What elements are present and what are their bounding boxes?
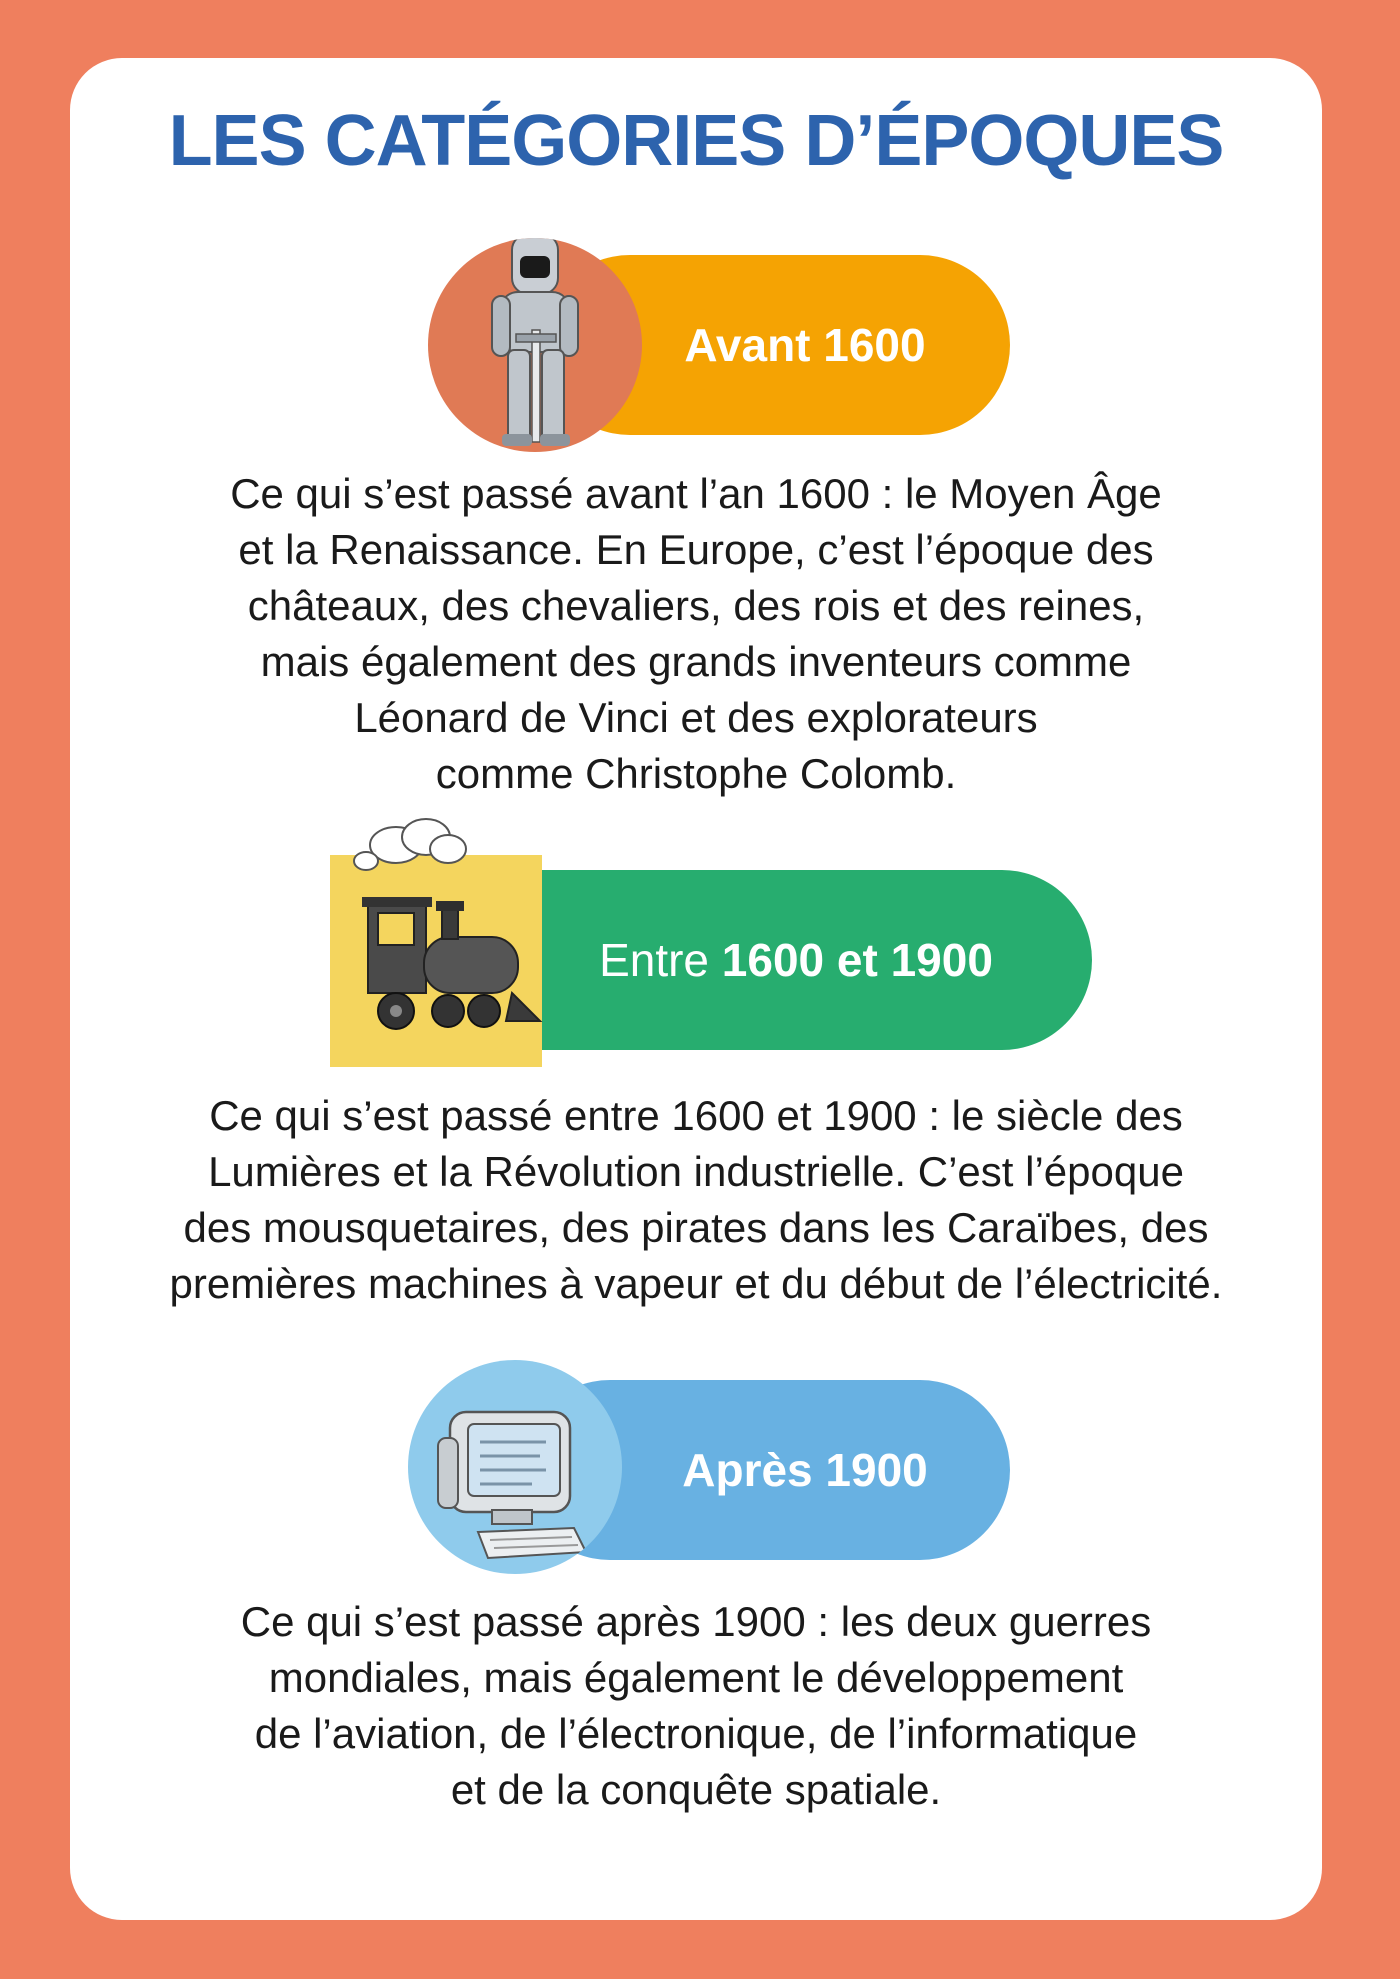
period-description-before-1600: Ce qui s’est passé avant l’an 1600 : le Moyen Âge et la Renaissance. En Europe, c’est l’époque des châteaux, des chevaliers, des rois et des reines, mais également des grands inventeurs comme Léonard de Vinci et des explorateurs comme Christophe Colomb. — [230, 470, 1162, 797]
period-label-before-1600: Avant 1600 — [684, 319, 926, 371]
period-label-between-1600-1900: 1600 et 1900 — [721, 934, 993, 986]
period-description-after-1900: Ce qui s’est passé après 1900 : les deux guerres mondiales, mais également le développement de l’aviation, de l’électronique, de l’informatique et de la conquête spatiale. — [240, 1598, 1152, 1813]
period-description-between-1600-1900: Ce qui s’est passé entre 1600 et 1900 : le siècle des Lumières et la Révolution industrielle. C’est l’époque des mousquetaires, des pirates dans les Caraïbes, des premières machines à vapeur et du début de l’électricité. — [169, 1092, 1223, 1307]
period-label-after-1900: Après 1900 — [682, 1444, 928, 1496]
page-title: LES CATÉGORIES D’ÉPOQUES — [168, 101, 1224, 181]
period-label-prefix: Entre — [599, 934, 722, 986]
computer-icon — [408, 1360, 622, 1574]
steam-locomotive-icon — [330, 855, 542, 1067]
knight-icon — [428, 238, 642, 452]
